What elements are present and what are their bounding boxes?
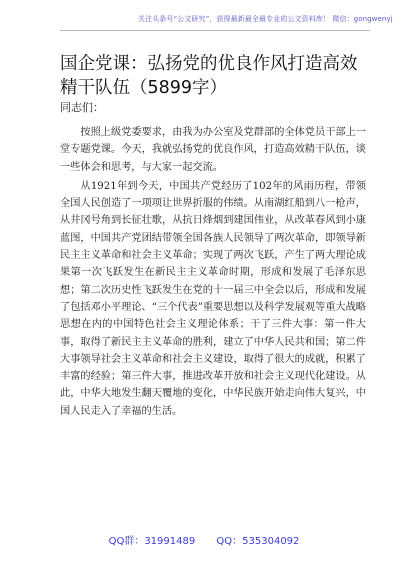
document-body [60,124,366,422]
header-divider [60,30,370,31]
body-paragraph-1: 按照上级党委要求，由我为办公室及党群部的全体党员干部上一堂专题党课。今天，我就弘扬党的优良作风，打造高效精干队伍，谈一些体会和思考，与大家一起交流。 [60,127,366,173]
salutation: 同志们： [60,101,104,114]
header-notice: 关注头条号“公文研究”，获得最新最全最专业的公文资料库！ 微信：gongwenyj [138,15,393,23]
document-title: 国企党课：弘扬党的优良作风打造高效精干队伍（5899字） [60,54,358,98]
footer-qq: QQ：535304092 [216,536,300,547]
footer-qq-group: QQ群：31991489 [108,536,196,547]
footer [0,532,408,547]
body-paragraph-2: 从1921年到今天，中国共产党经历了102年的风雨历程，带领全国人民创造了一项项让世界折服的伟绩。从南湖红船到八一枪声，从井冈号角到长征壮歌，从抗日烽烟到建国伟业，从改革春风到小康蓝图，中国共产党团结带领全国各族人民领导了两次革命，即领导新民主主义革命和社会主义革命；实现了两次飞跃，产生了两大理论成果第一次飞跃发生在新民主主义革命时期，形成和发展了毛泽东思想；第二次历史性飞跃发生在党的十一届三中全会以后，形成和发展了包括邓小平理论、“三个代表”重要思想以及科学发展观等重大战略思想在内的中国特色社会主义理论体系；干了三件大事：第一件大事，取得了新民主主义革命的胜利，建立了中华人民共和国；第二件大事领导社会主义革命和社会主义建设，取得了很大的成就，积累了丰富的经验；第三件大事，推进改革开放和社会主义现代化建设。从此，中华大地发生翻天覆地的变化，中华民族开始走向伟大复兴，中国人民走入了幸福的生活。 [60,180,366,417]
